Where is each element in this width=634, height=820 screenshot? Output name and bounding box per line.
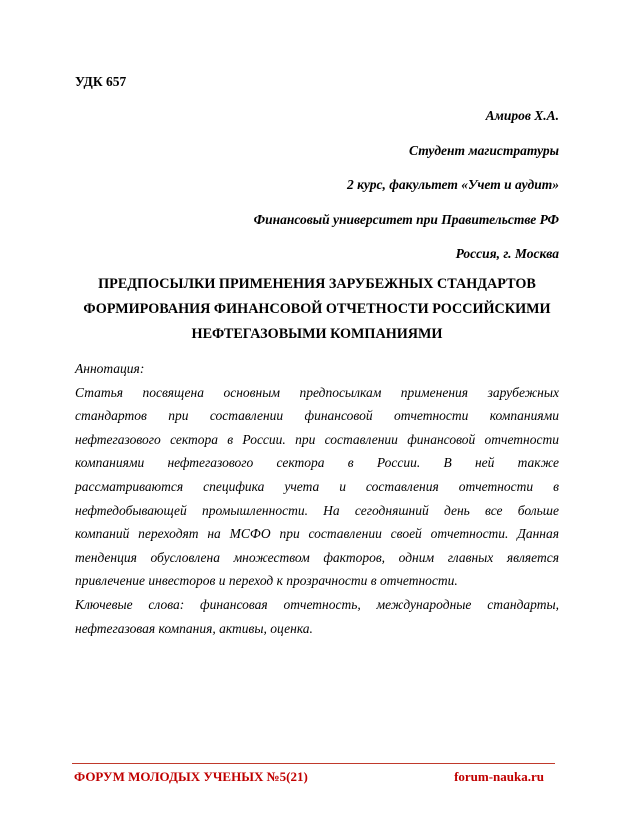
abstract-heading: Аннотация: [75,361,145,376]
footer-divider [72,763,555,764]
author-position: Студент магистратуры [409,142,559,158]
keywords-line: нефтегазовая компания, активы, оценка. [75,620,313,636]
title-line: ПРЕДПОСЫЛКИ ПРИМЕНЕНИЯ ЗАРУБЕЖНЫХ СТАНДАРТОВ [98,276,536,292]
article-title [70,272,564,347]
author-location: Россия, г. Москва [455,246,559,261]
abstract-line: Статья посвящена основным предпосылкам применения зарубежных [75,384,559,400]
author-course: 2 курс, факультет «Учет и аудит» [346,177,559,192]
abstract-section [75,357,559,640]
abstract-line: рассматриваются специфика учета и составления отчетности в [75,478,559,494]
abstract-line: компаний переходят на МСФО при составлении своей отчетности. Данная [75,526,559,542]
author-block [75,107,559,280]
abstract-line: привлечение инвесторов и переход к прозрачности в отчетности. [75,573,458,589]
abstract-line: нефтегазового сектора в России. при составлении финансовой отчетности [75,431,559,447]
abstract-line: стандартов при составлении финансовой отчетности компаниями [75,408,559,424]
footer-site-link[interactable]: forum-nauka.ru [454,769,544,784]
abstract-line: нефтедобывающей промышленности. На сегодняшний день все больше [75,502,559,518]
title-line: НЕФТЕГАЗОВЫМИ КОМПАНИЯМИ [191,326,443,342]
keywords-line: Ключевые слова: финансовая отчетность, международные стандарты, [75,596,559,612]
footer-journal: ФОРУМ МОЛОДЫХ УЧЕНЫХ №5(21) [74,769,308,784]
title-line: ФОРМИРОВАНИЯ ФИНАНСОВОЙ ОТЧЕТНОСТИ РОССИЙСКИМИ [83,301,551,317]
abstract-line: компаниями нефтегазового сектора в России. В ней также [75,455,559,471]
page-footer [74,769,544,785]
abstract-line: тенденция обусловлена множеством факторов, одним главных является [75,549,559,565]
udk-code: УДК 657 [75,74,127,89]
author-university: Финансовый университет при Правительстве РФ [253,211,559,227]
author-name: Амиров Х.А. [485,108,559,123]
